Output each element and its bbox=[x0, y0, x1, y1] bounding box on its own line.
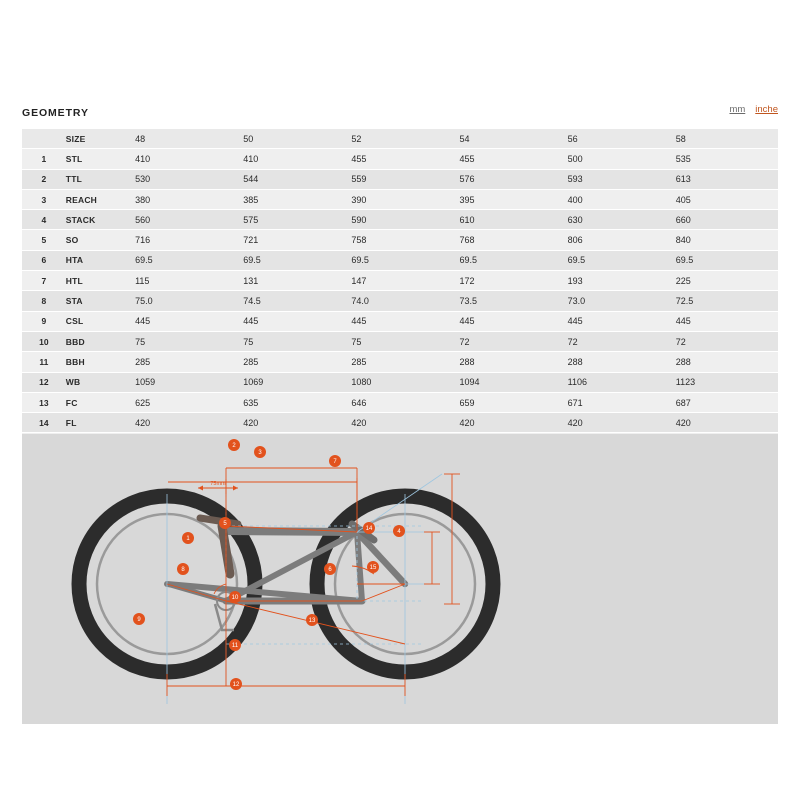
row-value: 445 bbox=[345, 311, 453, 331]
header-size-48: 48 bbox=[129, 129, 237, 149]
row-value: 72.5 bbox=[670, 291, 778, 311]
row-value: 1069 bbox=[237, 372, 345, 392]
row-value: 75.0 bbox=[129, 291, 237, 311]
svg-text:5: 5 bbox=[223, 521, 227, 528]
row-code: FC bbox=[60, 392, 129, 412]
row-value: 575 bbox=[237, 210, 345, 230]
table-row bbox=[22, 271, 778, 291]
table-row bbox=[22, 372, 778, 392]
row-value: 420 bbox=[237, 413, 345, 433]
row-value: 405 bbox=[670, 189, 778, 209]
row-value: 285 bbox=[237, 352, 345, 372]
page-header bbox=[22, 103, 778, 121]
row-value: 74.0 bbox=[345, 291, 453, 311]
row-value: 390 bbox=[345, 189, 453, 209]
row-value: 380 bbox=[129, 189, 237, 209]
row-value: 69.5 bbox=[345, 250, 453, 270]
svg-text:14: 14 bbox=[365, 526, 373, 533]
row-value: 75 bbox=[237, 331, 345, 351]
header-size-58: 58 bbox=[670, 129, 778, 149]
row-value: 72 bbox=[454, 331, 562, 351]
row-value: 1094 bbox=[454, 372, 562, 392]
header-size-52: 52 bbox=[345, 129, 453, 149]
svg-text:2: 2 bbox=[232, 443, 236, 450]
row-value: 288 bbox=[670, 352, 778, 372]
row-code: WB bbox=[60, 372, 129, 392]
table-row bbox=[22, 189, 778, 209]
row-value: 72 bbox=[562, 331, 670, 351]
callout-5 bbox=[219, 517, 231, 529]
row-number: 3 bbox=[22, 189, 60, 209]
note-75mm-label: 75mm bbox=[210, 481, 226, 487]
row-value: 288 bbox=[454, 352, 562, 372]
row-value: 73.5 bbox=[454, 291, 562, 311]
row-value: 400 bbox=[562, 189, 670, 209]
row-value: 559 bbox=[345, 169, 453, 189]
row-value: 687 bbox=[670, 392, 778, 412]
row-code: HTL bbox=[60, 271, 129, 291]
header-size-cell: SIZE bbox=[60, 129, 129, 149]
row-value: 445 bbox=[670, 311, 778, 331]
row-value: 1106 bbox=[562, 372, 670, 392]
callout-4 bbox=[393, 525, 405, 537]
svg-text:6: 6 bbox=[328, 567, 332, 574]
row-value: 69.5 bbox=[129, 250, 237, 270]
row-value: 635 bbox=[237, 392, 345, 412]
row-code: BBD bbox=[60, 331, 129, 351]
row-number: 12 bbox=[22, 372, 60, 392]
callout-3 bbox=[254, 446, 266, 458]
row-value: 445 bbox=[454, 311, 562, 331]
callout-9 bbox=[133, 613, 145, 625]
header-num-cell bbox=[22, 129, 60, 149]
row-code: CSL bbox=[60, 311, 129, 331]
unit-inch-link[interactable]: inche bbox=[755, 104, 778, 115]
row-value: 410 bbox=[237, 149, 345, 169]
callout-1 bbox=[182, 532, 194, 544]
row-value: 646 bbox=[345, 392, 453, 412]
row-value: 75 bbox=[129, 331, 237, 351]
row-code: SO bbox=[60, 230, 129, 250]
row-value: 410 bbox=[129, 149, 237, 169]
row-value: 576 bbox=[454, 169, 562, 189]
header-size-56: 56 bbox=[562, 129, 670, 149]
row-value: 225 bbox=[670, 271, 778, 291]
row-value: 721 bbox=[237, 230, 345, 250]
callout-13 bbox=[306, 614, 318, 626]
table-row bbox=[22, 352, 778, 372]
row-value: 535 bbox=[670, 149, 778, 169]
row-value: 395 bbox=[454, 189, 562, 209]
row-value: 560 bbox=[129, 210, 237, 230]
table-row bbox=[22, 392, 778, 412]
row-value: 285 bbox=[129, 352, 237, 372]
row-value: 1123 bbox=[670, 372, 778, 392]
callout-15 bbox=[367, 561, 379, 573]
row-value: 455 bbox=[454, 149, 562, 169]
svg-text:8: 8 bbox=[181, 567, 185, 574]
row-value: 131 bbox=[237, 271, 345, 291]
row-number: 11 bbox=[22, 352, 60, 372]
row-value: 420 bbox=[454, 413, 562, 433]
row-value: 455 bbox=[345, 149, 453, 169]
callout-6 bbox=[324, 563, 336, 575]
row-value: 840 bbox=[670, 230, 778, 250]
svg-text:10: 10 bbox=[231, 595, 239, 602]
bike-diagram-svg bbox=[22, 434, 778, 724]
table-row bbox=[22, 149, 778, 169]
table-row bbox=[22, 250, 778, 270]
row-value: 716 bbox=[129, 230, 237, 250]
row-value: 285 bbox=[345, 352, 453, 372]
svg-text:12: 12 bbox=[232, 682, 240, 689]
row-value: 613 bbox=[670, 169, 778, 189]
row-code: FL bbox=[60, 413, 129, 433]
header-size-54: 54 bbox=[454, 129, 562, 149]
row-value: 74.5 bbox=[237, 291, 345, 311]
table-row bbox=[22, 230, 778, 250]
row-code: STL bbox=[60, 149, 129, 169]
callout-8 bbox=[177, 563, 189, 575]
row-value: 625 bbox=[129, 392, 237, 412]
row-number: 6 bbox=[22, 250, 60, 270]
callout-10 bbox=[229, 591, 241, 603]
row-value: 660 bbox=[670, 210, 778, 230]
callout-14 bbox=[363, 522, 375, 534]
page-title: GEOMETRY bbox=[22, 107, 89, 119]
row-number: 1 bbox=[22, 149, 60, 169]
row-value: 671 bbox=[562, 392, 670, 412]
row-value: 420 bbox=[129, 413, 237, 433]
callout-11 bbox=[229, 639, 241, 651]
svg-text:9: 9 bbox=[137, 617, 141, 624]
row-code: BBH bbox=[60, 352, 129, 372]
callout-7 bbox=[329, 455, 341, 467]
geometry-table bbox=[22, 128, 778, 453]
row-value: 500 bbox=[562, 149, 670, 169]
table-row bbox=[22, 331, 778, 351]
unit-mm-link[interactable]: mm bbox=[729, 104, 746, 115]
row-value: 75 bbox=[345, 331, 453, 351]
row-value: 610 bbox=[454, 210, 562, 230]
svg-text:7: 7 bbox=[333, 459, 337, 466]
svg-text:11: 11 bbox=[231, 643, 239, 650]
row-value: 420 bbox=[670, 413, 778, 433]
table-row bbox=[22, 311, 778, 331]
row-value: 69.5 bbox=[670, 250, 778, 270]
row-value: 172 bbox=[454, 271, 562, 291]
row-value: 420 bbox=[345, 413, 453, 433]
row-number: 4 bbox=[22, 210, 60, 230]
row-value: 385 bbox=[237, 189, 345, 209]
row-number: 13 bbox=[22, 392, 60, 412]
row-value: 69.5 bbox=[562, 250, 670, 270]
row-value: 1059 bbox=[129, 372, 237, 392]
row-value: 659 bbox=[454, 392, 562, 412]
bike-geometry-diagram bbox=[22, 434, 778, 724]
row-value: 806 bbox=[562, 230, 670, 250]
row-value: 445 bbox=[237, 311, 345, 331]
row-value: 288 bbox=[562, 352, 670, 372]
row-value: 69.5 bbox=[454, 250, 562, 270]
row-number: 5 bbox=[22, 230, 60, 250]
row-value: 73.0 bbox=[562, 291, 670, 311]
svg-text:13: 13 bbox=[308, 618, 316, 625]
row-code: HTA bbox=[60, 250, 129, 270]
table-row bbox=[22, 169, 778, 189]
row-value: 147 bbox=[345, 271, 453, 291]
svg-text:15: 15 bbox=[369, 565, 377, 572]
row-value: 1080 bbox=[345, 372, 453, 392]
row-code: STA bbox=[60, 291, 129, 311]
row-code: REACH bbox=[60, 189, 129, 209]
row-value: 758 bbox=[345, 230, 453, 250]
header-size-50: 50 bbox=[237, 129, 345, 149]
row-value: 445 bbox=[129, 311, 237, 331]
row-value: 445 bbox=[562, 311, 670, 331]
svg-text:1: 1 bbox=[186, 536, 190, 543]
row-number: 9 bbox=[22, 311, 60, 331]
row-number: 7 bbox=[22, 271, 60, 291]
callout-2 bbox=[228, 439, 240, 451]
row-value: 115 bbox=[129, 271, 237, 291]
row-value: 593 bbox=[562, 169, 670, 189]
row-value: 193 bbox=[562, 271, 670, 291]
callout-markers bbox=[133, 439, 405, 690]
table-row bbox=[22, 291, 778, 311]
row-value: 530 bbox=[129, 169, 237, 189]
row-value: 590 bbox=[345, 210, 453, 230]
row-number: 2 bbox=[22, 169, 60, 189]
callout-12 bbox=[230, 678, 242, 690]
unit-toggle bbox=[729, 104, 778, 115]
row-number: 14 bbox=[22, 413, 60, 433]
table-row bbox=[22, 413, 778, 433]
row-value: 544 bbox=[237, 169, 345, 189]
row-code: STACK bbox=[60, 210, 129, 230]
row-value: 72 bbox=[670, 331, 778, 351]
row-number: 8 bbox=[22, 291, 60, 311]
row-code: TTL bbox=[60, 169, 129, 189]
table-header-row bbox=[22, 129, 778, 149]
svg-text:4: 4 bbox=[397, 529, 401, 536]
row-value: 420 bbox=[562, 413, 670, 433]
svg-text:3: 3 bbox=[258, 450, 262, 457]
row-value: 630 bbox=[562, 210, 670, 230]
row-number: 10 bbox=[22, 331, 60, 351]
row-value: 768 bbox=[454, 230, 562, 250]
row-value: 69.5 bbox=[237, 250, 345, 270]
table-row bbox=[22, 210, 778, 230]
geometry-table-body bbox=[22, 129, 778, 453]
